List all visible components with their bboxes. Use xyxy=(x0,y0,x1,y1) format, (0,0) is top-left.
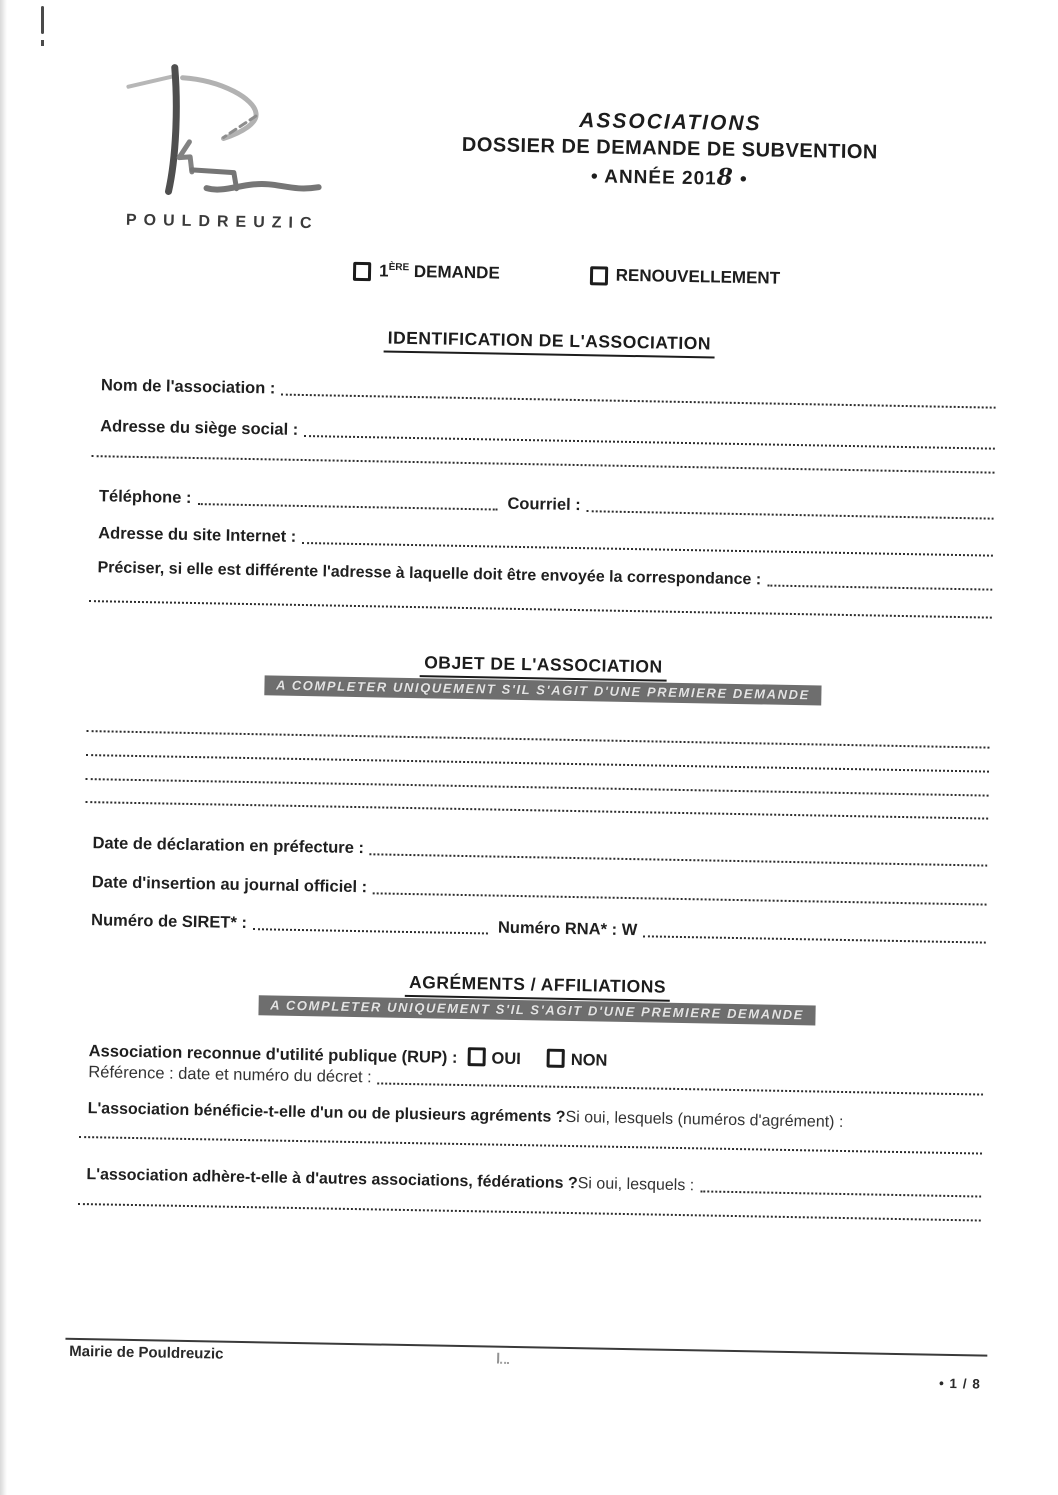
adhesion-question-row xyxy=(86,1166,981,1201)
date-declaration-label: Date de déclaration en préfecture : xyxy=(92,834,365,858)
document-title xyxy=(397,106,943,195)
agrement-question-suffix: Si oui, lesquels (numéros d'agrément) : xyxy=(565,1108,844,1131)
correspondance-field[interactable] xyxy=(767,583,992,591)
objet-field-line4[interactable] xyxy=(85,801,988,820)
correspondance-row xyxy=(97,559,992,594)
logo-commune-name: POULDREUZIC xyxy=(125,211,319,233)
footer-center-smudge xyxy=(497,1353,509,1364)
footer-left-text: Mairie de Pouldreuzic xyxy=(69,1342,224,1363)
rup-label: Association reconnue d'utilité publique (RUP) : xyxy=(88,1042,458,1067)
nom-association-field[interactable] xyxy=(281,392,995,409)
doc-title-line2: DOSSIER DE DEMANDE DE SUBVENTION xyxy=(461,133,879,164)
date-declaration-field[interactable] xyxy=(370,851,988,866)
agrement-question-label: L'association bénéficie-t-elle d'un ou de plusieurs agréments ? xyxy=(87,1100,566,1126)
doc-title-year-digit: 8 xyxy=(716,163,734,191)
nom-association-label: Nom de l'association : xyxy=(100,376,276,398)
renouvellement-label: RENOUVELLEMENT xyxy=(615,265,781,288)
objet-field-line2[interactable] xyxy=(86,754,989,773)
rna-label: Numéro RNA* : W xyxy=(497,918,638,940)
adresse-siege-field[interactable] xyxy=(304,433,995,450)
siret-label: Numéro de SIRET* : xyxy=(90,911,248,933)
rup-oui-checkbox[interactable] xyxy=(467,1047,485,1066)
nom-association-row xyxy=(101,376,996,411)
site-internet-label: Adresse du site Internet : xyxy=(98,524,297,546)
correspondance-field-line2[interactable] xyxy=(89,600,992,619)
premiere-demande-option xyxy=(353,261,500,284)
reference-decret-label: Référence : date et numéro du décret : xyxy=(88,1063,372,1087)
adhesion-question-label: L'association adhère-t-elle à d'autres associations, fédérations ? xyxy=(86,1166,578,1193)
telephone-field[interactable] xyxy=(197,501,497,510)
adhesion-question-suffix: Si oui, lesquels : xyxy=(577,1175,695,1195)
date-insertion-field[interactable] xyxy=(373,890,987,905)
date-insertion-row xyxy=(92,873,987,908)
date-insertion-label: Date d'insertion au journal officiel : xyxy=(91,873,368,897)
section-heading-agrements: AGRÉMENTS / AFFILIATIONS xyxy=(90,966,985,1007)
adhesion-answer-field[interactable] xyxy=(700,1189,981,1198)
rna-field[interactable] xyxy=(643,933,986,943)
renouvellement-checkbox[interactable] xyxy=(590,266,608,285)
adhesion-answer-line2[interactable] xyxy=(78,1203,981,1222)
doc-title-year xyxy=(397,160,942,195)
courriel-field[interactable] xyxy=(587,508,994,519)
date-declaration-row xyxy=(92,834,987,869)
section-heading-objet: OBJET DE L'ASSOCIATION xyxy=(96,646,991,687)
agrement-answer-line[interactable] xyxy=(79,1136,982,1155)
agrement-question-row xyxy=(88,1100,983,1135)
rup-non-label: NON xyxy=(570,1051,608,1070)
section-heading-identification: IDENTIFICATION DE L'ASSOCIATION xyxy=(102,322,997,363)
siret-rna-row xyxy=(91,911,986,946)
correspondance-label: Préciser, si elle est différente l'adresse à laquelle doit être envoyée la correspondance : xyxy=(97,559,762,589)
logo-r-sketch-icon xyxy=(118,59,333,211)
objet-banner-note: A COMPLETER UNIQUEMENT S'IL S'AGIT D'UNE PREMIERE DEMANDE xyxy=(95,672,990,708)
siret-field[interactable] xyxy=(253,926,488,934)
adresse-siege-row xyxy=(100,417,995,452)
agrements-banner-note: A COMPLETER UNIQUEMENT S'IL S'AGIT D'UNE PREMIERE DEMANDE xyxy=(89,992,984,1028)
doc-title-year-post: • xyxy=(733,168,748,191)
site-internet-field[interactable] xyxy=(302,540,993,557)
premiere-demande-label: 1ÈRE DEMANDE xyxy=(378,261,500,283)
adresse-siege-field-line2[interactable] xyxy=(92,455,995,474)
commune-logo xyxy=(118,59,336,234)
footer-page-number: • 1 / 8 xyxy=(938,1375,981,1392)
objet-field-line3[interactable] xyxy=(86,778,989,797)
rup-oui-label: OUI xyxy=(491,1049,521,1069)
request-type-row xyxy=(353,261,780,289)
adresse-siege-label: Adresse du siège social : xyxy=(100,417,299,439)
doc-title-line1: ASSOCIATIONS xyxy=(579,108,762,136)
renouvellement-option xyxy=(590,265,781,288)
premiere-demande-checkbox[interactable] xyxy=(353,261,371,280)
site-internet-row xyxy=(98,524,993,559)
reference-decret-field[interactable] xyxy=(378,1080,984,1095)
doc-title-year-pre: • ANNÉE 201 xyxy=(590,166,717,190)
courriel-label: Courriel : xyxy=(507,494,581,515)
rup-non-checkbox[interactable] xyxy=(547,1049,565,1068)
telephone-label: Téléphone : xyxy=(98,487,192,507)
telephone-courriel-row xyxy=(99,487,994,522)
objet-field-line1[interactable] xyxy=(87,730,990,749)
